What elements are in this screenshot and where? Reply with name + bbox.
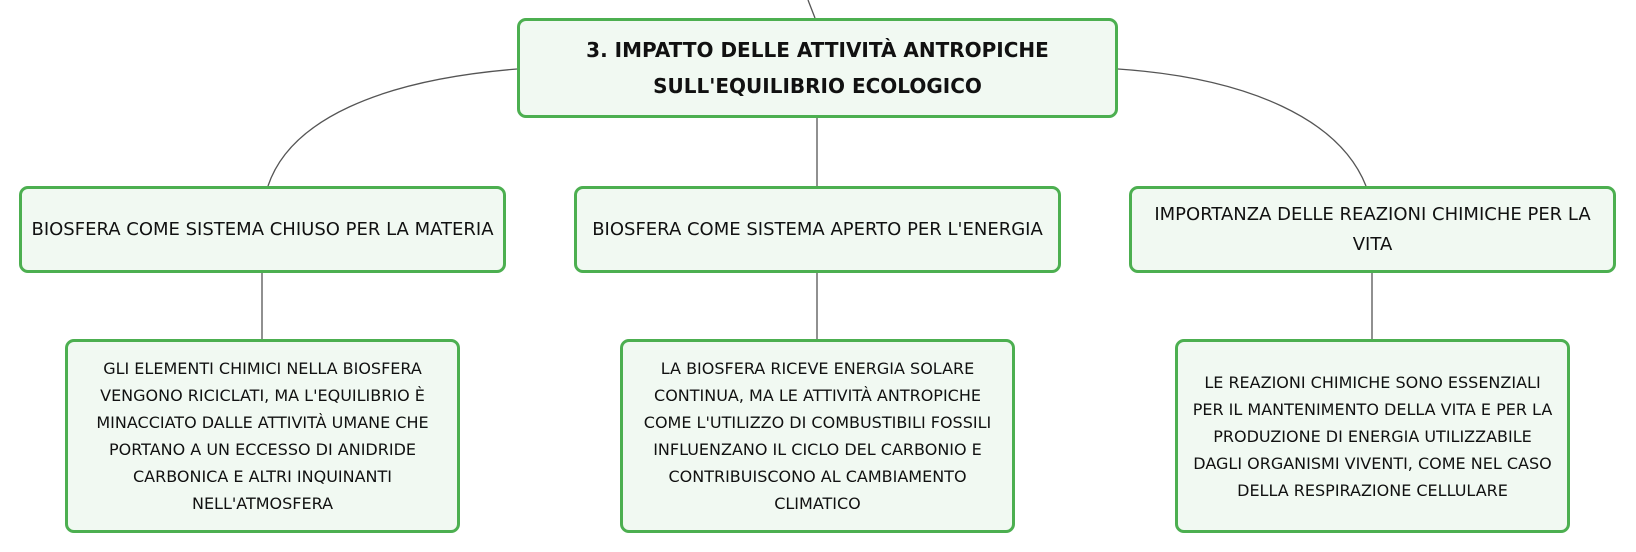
root-topic-node[interactable] [517, 18, 1118, 118]
connector-parent-to-root [808, 0, 815, 18]
detail-text: GLI ELEMENTI CHIMICI NELLA BIOSFERA VENGONO RICICLATI, MA L'EQUILIBRIO È MINACCIATO DALLE ATTIVITÀ UMANE CHE PORTANO A UN ECCESSO DI ANIDRIDE CARBONICA E ALTRI INQUINANTI NELL'ATMOSFERA [96, 359, 429, 513]
branch-label: IMPORTANZA DELLE REAZIONI CHIMICHE PER LA VITA [1154, 203, 1591, 255]
branch-node-chemical-reactions[interactable] [1129, 186, 1616, 273]
detail-text: LE REAZIONI CHIMICHE SONO ESSENZIALI PER IL MANTENIMENTO DELLA VITA E PER LA PRODUZIONE DI ENERGIA UTILIZZABILE DAGLI ORGANISMI VIVENTI, COME NEL CASO DELLA RESPIRAZIONE CELLULARE [1192, 372, 1553, 500]
detail-node-open-system[interactable] [620, 339, 1015, 533]
detail-node-closed-system[interactable] [65, 339, 460, 533]
branch-node-open-system[interactable] [574, 186, 1061, 273]
detail-text: LA BIOSFERA RICEVE ENERGIA SOLARE CONTINUA, MA LE ATTIVITÀ ANTROPICHE COME L'UTILIZZO DI COMBUSTIBILI FOSSILI INFLUENZANO IL CICLO DEL CARBONIO E CONTRIBUISCONO AL CAMBIAMENTO CLIMATICO [643, 359, 992, 513]
connector-root-to-branch-1 [268, 69, 517, 186]
connector-root-to-branch-3 [1118, 69, 1366, 186]
root-topic-label: 3. IMPATTO DELLE ATTIVITÀ ANTROPICHE SULL'EQUILIBRIO ECOLOGICO [586, 38, 1049, 98]
detail-node-chemical-reactions[interactable] [1175, 339, 1570, 533]
branch-label: BIOSFERA COME SISTEMA CHIUSO PER LA MATERIA [31, 218, 494, 240]
branch-node-closed-system[interactable] [19, 186, 506, 273]
branch-label: BIOSFERA COME SISTEMA APERTO PER L'ENERGIA [592, 218, 1043, 240]
